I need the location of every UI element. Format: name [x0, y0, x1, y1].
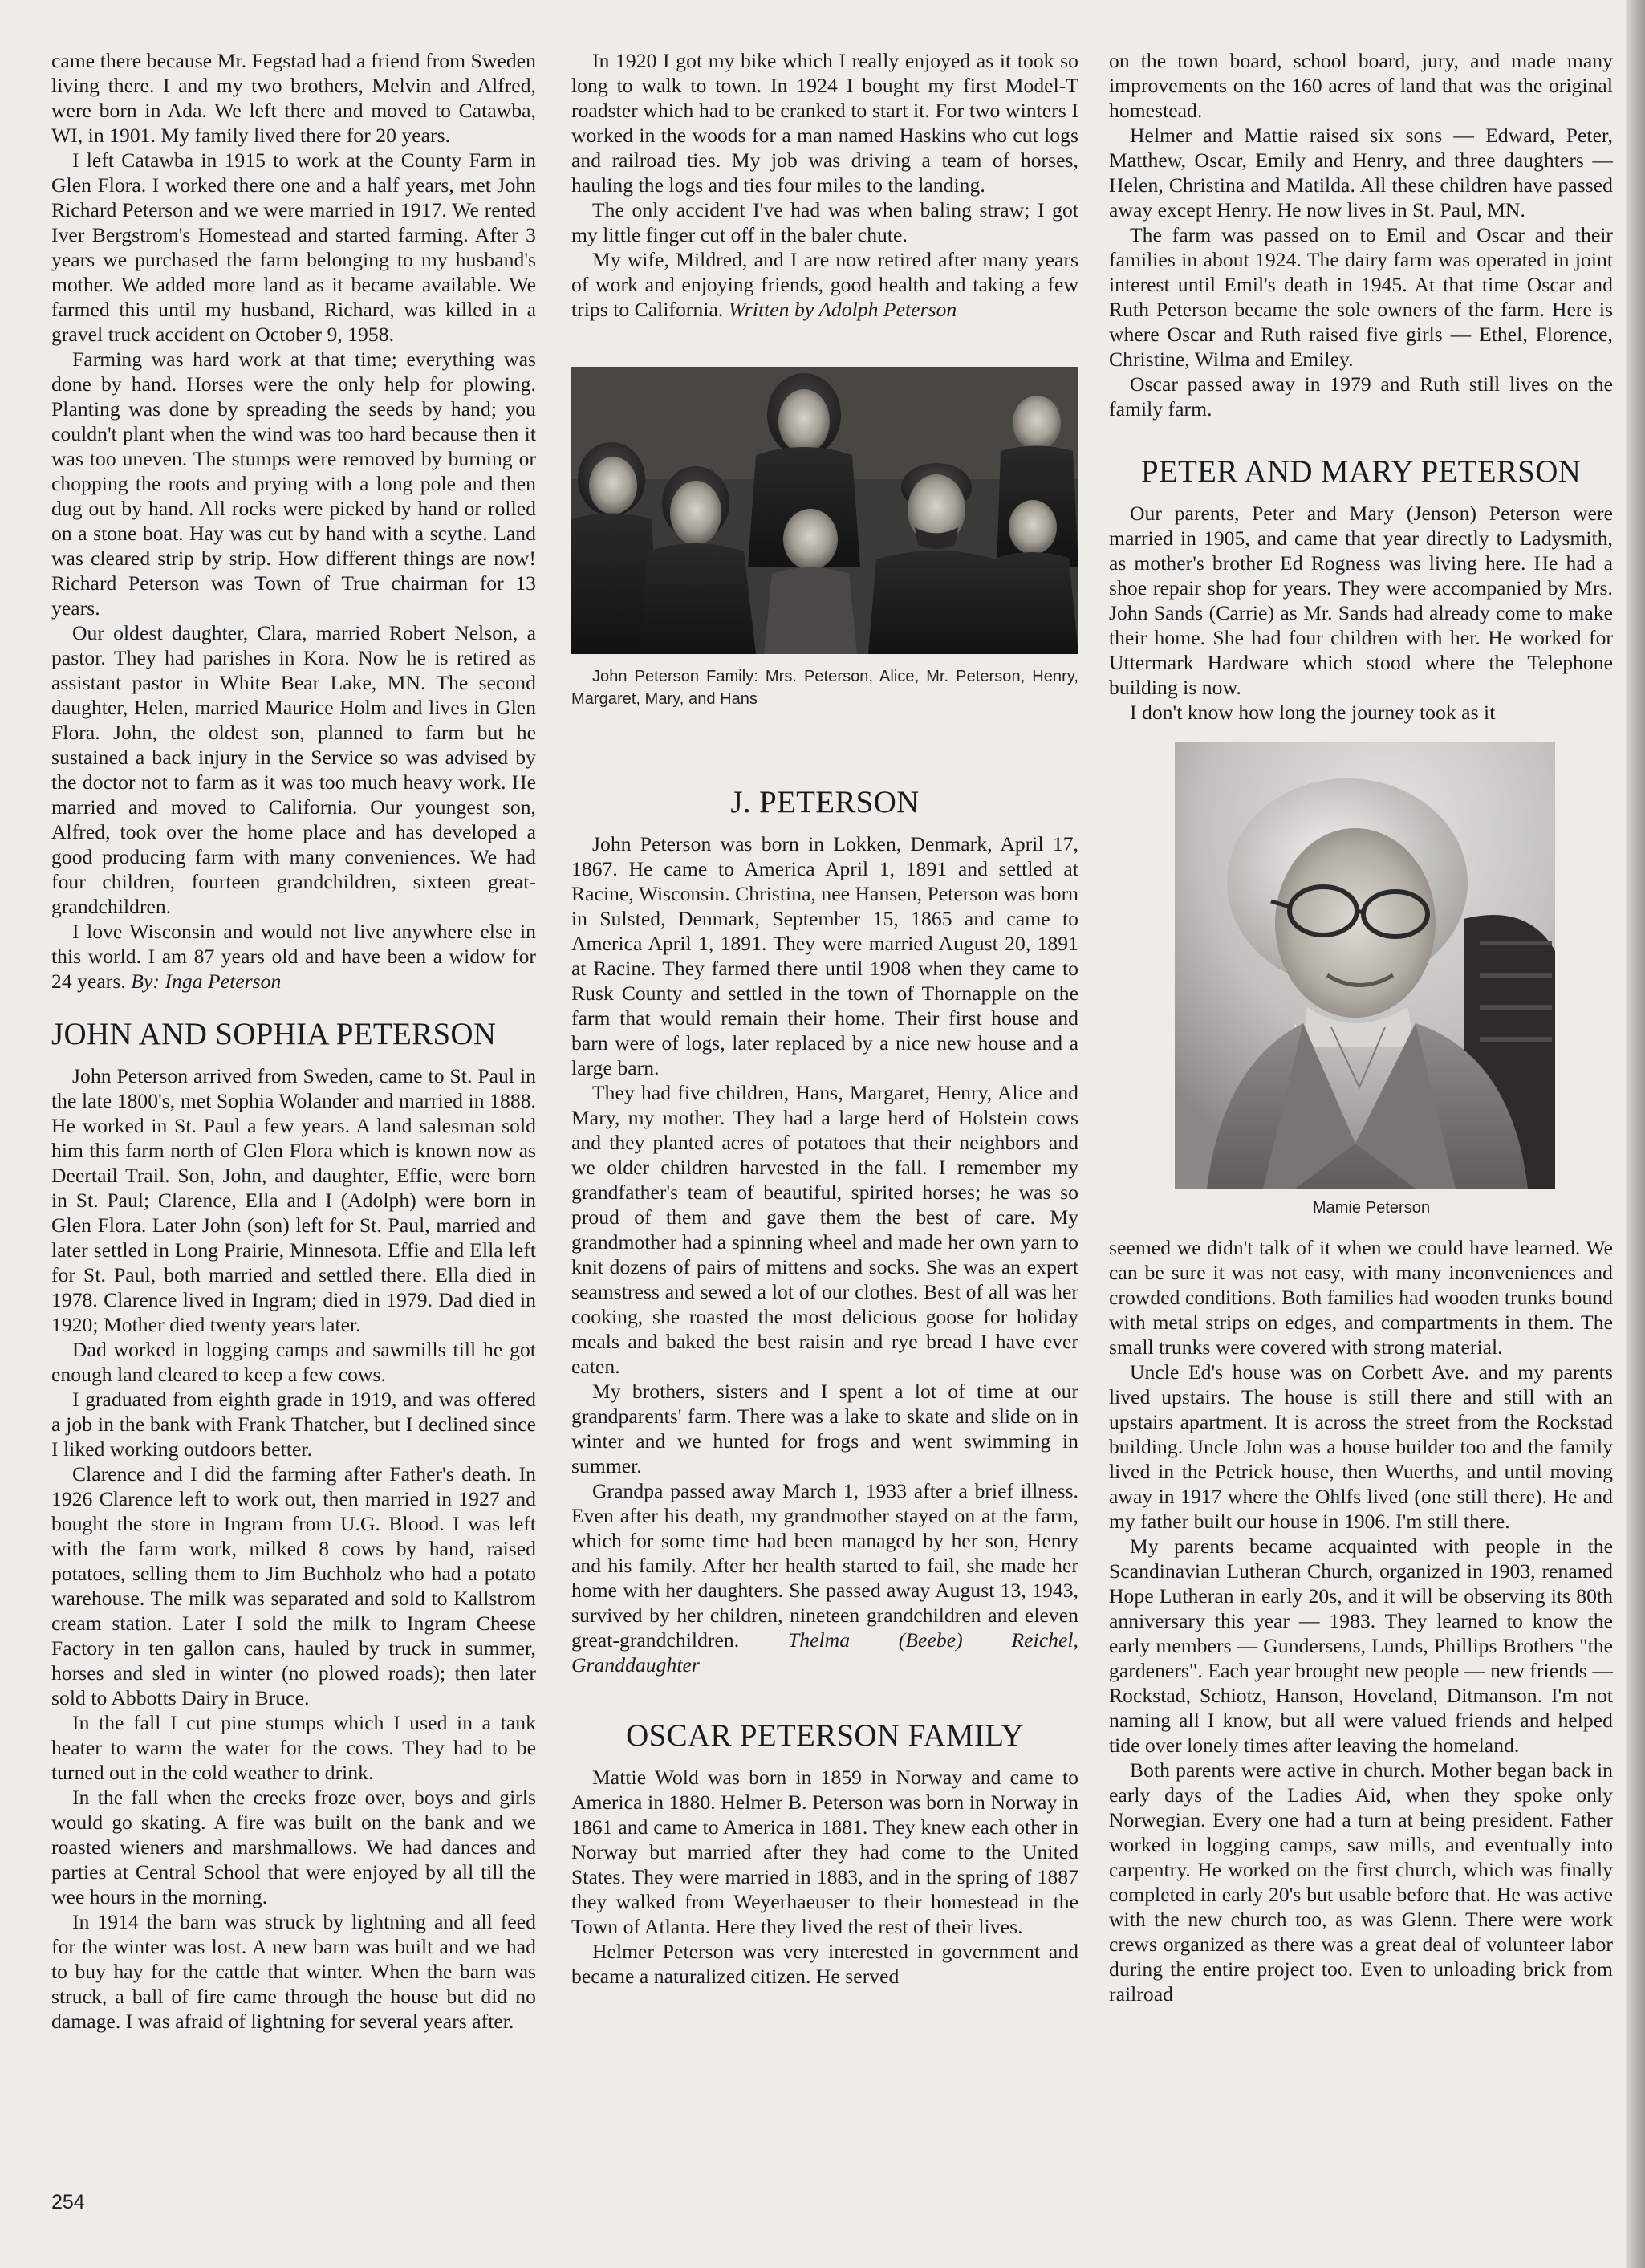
- byline: Written by Adolph Peterson: [728, 298, 957, 321]
- paragraph: In 1920 I got my bike which I really enjoyed as it took so long to walk to town. In 1924 I bought my first Model-T roadster which had to be cranked to start it. For two winters I worked in the woods for a man named Haskins who cut logs and railroad ties. My job was driving a team of horses, hauling the logs and ties four miles to the landing.: [571, 49, 1078, 197]
- portrait-figure: [1175, 742, 1555, 1189]
- paragraph: John Peterson was born in Lokken, Denmark, April 17, 1867. He came to America April 1, 1891 and settled at Racine, Wisconsin. Christina, nee Hansen, Peterson was born in Sulsted, Denmark, September 15, 1865 and came to America April 1, 1891. They were married August 20, 1891 at Racine. They farmed there until 1908 when they came to Rusk County and settled in the town of Thornapple on the farm that would remain their home. Their first house and barn were of logs, later replaced by a nice new house and a large barn.: [571, 832, 1078, 1079]
- paragraph: Clarence and I did the farming after Father's death. In 1926 Clarence left to work out, then married in 1927 and bought the store in Ingram from U.G. Blood. I was left with the farm work, milked 8 cows by hand, raised potatoes, selling them to Jim Buchholz who had a potato warehouse. The milk was separated and sold to Kallstrom cream station. Later I sold the milk to Ingram Cheese Factory in ten gallon cans, hauled by truck in summer, horses and sled in winter (no plowed roads); then later sold to Abbotts Dairy in Bruce.: [51, 1462, 536, 1709]
- paragraph: Our oldest daughter, Clara, married Robert Nelson, a pastor. They had parishes in Kora. Now he is retired as assistant pastor in White Bear Lake, MN. The second daughter, Helen, married Maurice Holm and lives in Glen Flora. John, the oldest son, planned to farm but he sustained a back injury in the Service so was advised by the doctor not to farm as it was too much heavy work. He married and moved to California. Our youngest son, Alfred, took over the home place and has developed a good producing farm with many conveniences. We had four children, fourteen grandchildren, sixteen great-grandchildren.: [51, 621, 536, 918]
- heading-j-peterson: J. PETERSON: [730, 785, 920, 819]
- paragraph: I graduated from eighth grade in 1919, and was offered a job in the bank with Frank Thatcher, but I declined since I liked working outdoors better.: [51, 1388, 536, 1461]
- paragraph: My parents became acquainted with people in the Scandinavian Lutheran Church, organized in 1903, renamed Hope Lutheran in early 20s, and it will be observing its 80th anniversary this year — 1983. They learned to know the early members — Gundersens, Lunds, Phillips Brothers "the gardeners". Each year brought new people — new friends — Rockstad, Schiotz, Hanson, Hoveland, Ditmanson. I'm not naming all I know, but all were valued friends and helped tide over lonely times after leaving the homeland.: [1109, 1534, 1613, 1757]
- paragraph: The farm was passed on to Emil and Oscar and their families in about 1924. The dairy farm was operated in joint interest until Emil's death in 1945. At that time Oscar and Ruth Peterson became the sole owners of the farm. Here is where Oscar and Ruth raised five girls — Ethel, Florence, Christine, Wilma and Emiley.: [1109, 223, 1613, 371]
- paragraph: In the fall when the creeks froze over, boys and girls would go skating. A fire was built on the bank and we roasted wieners and marshmallows. We had dances and parties at Central School that were enjoyed by all till the wee hours in the morning.: [51, 1786, 536, 1908]
- paragraph: They had five children, Hans, Margaret, Henry, Alice and Mary, my mother. They had a large herd of Holstein cows and they planted acres of potatoes that their neighbors and we older children harvested in the fall. I remember my grandfather's team of beautiful, spirited horses; he was so proud of them and gave them the best of care. My grandmother had a spinning wheel and made her own yarn to knit dozens of pairs of mittens and socks. She was an expert seamstress and sewed a lot of our clothes. Best of all was her cooking, she roasted the most delicious goose for holiday meals and baked the best raisin and rye bread I have ever eaten.: [571, 1081, 1078, 1378]
- paragraph: Helmer Peterson was very interested in government and became a naturalized citizen. He served: [571, 1940, 1078, 1988]
- paragraph: Our parents, Peter and Mary (Jenson) Peterson were married in 1905, and came that year directly to Ladysmith, as mother's brother Ed Rogness was living here. He had a shoe repair shop for years. They were accompanied by Mrs. John Sands (Carrie) as Mr. Sands had already come to make their home. She had four children with her. He worked for Uttermark Hardware which stood where the Telephone building is now.: [1109, 502, 1613, 699]
- paragraph: In the fall I cut pine stumps which I used in a tank heater to warm the water for the cows. They had to be turned out in the cold weather to drink.: [51, 1711, 536, 1784]
- paragraph-text: Grandpa passed away March 1, 1933 after a brief illness. Even after his death, my grandmother stayed on at the farm, which for some time had been managed by her son, Henry and his family. After her health started to fail, she made her home with her daughters. She passed away August 13, 1943, survived by her children, nineteen grandchildren and eleven great-grandchildren.: [571, 1479, 1078, 1652]
- paragraph: Mattie Wold was born in 1859 in Norway and came to America in 1880. Helmer B. Peterson was born in Norway in 1861 and came to America in 1881. They knew each other in Norway but married after they had come to the United States. They were married in 1883, and in the spring of 1887 they walked from Weyerhaeuser to their homestead in the Town of Atlanta. Here they lived the rest of their lives.: [571, 1766, 1078, 1938]
- paragraph: The only accident I've had was when baling straw; I got my little finger cut off in the baler chute.: [571, 198, 1078, 246]
- family-photo: [571, 367, 1078, 654]
- byline: By: Inga Peterson: [131, 969, 282, 993]
- paragraph: [51, 919, 536, 994]
- paragraph: on the town board, school board, jury, and made many improvements on the 160 acres of land that was the original homestead.: [1109, 49, 1613, 122]
- column-middle: [571, 48, 1078, 1989]
- page-number: 254: [51, 2191, 85, 2213]
- column-left: [51, 48, 536, 2034]
- paragraph: came there because Mr. Fegstad had a friend from Sweden living there. I and my two brothers, Melvin and Alfred, were born in Ada. We left there and moved to Catawba, WI, in 1901. My family lived there for 20 years.: [51, 49, 536, 147]
- paragraph-text: My wife, Mildred, and I are now retired after many years of work and enjoying friends, good health and taking a few trips to California.: [571, 248, 1078, 321]
- paragraph: My brothers, sisters and I spent a lot of time at our grandparents' farm. There was a lake to skate and slide on in winter and we hunted for frogs and went swimming in summer.: [571, 1380, 1078, 1477]
- column-right: [1109, 48, 1613, 2006]
- paragraph: Both parents were active in church. Mother began back in early days of the Ladies Aid, when they spoke only Norwegian. Every one had a turn at being president. Father worked in logging camps, saw mills, and eventually into carpentry. He worked on the first church, which was finally completed in early 20's but usable before that. He was active with the new church too, as was Glenn. There were work crews organized as there was a great deal of volunteer labor during the entire project too. Even to unloading brick from railroad: [1109, 1758, 1613, 2006]
- paragraph: seemed we didn't talk of it when we could have learned. We can be sure it was not easy, with many inconveniences and crowded conditions. Both families had wooden trunks bound with metal strips on edges, and compartments in them. The small trunks were covered with strong material.: [1109, 1236, 1613, 1359]
- heading-peter-mary: PETER AND MARY PETERSON: [1140, 454, 1582, 489]
- paragraph: I left Catawba in 1915 to work at the County Farm in Glen Flora. I worked there one and a half years, met John Richard Peterson and we were married in 1917. We rented Iver Bergstrom's Homestead and started farming. After 3 years we purchased the farm belonging to my husband's mother. We added more land as it became available. We farmed this until my husband, Richard, was killed in a gravel truck accident on October 9, 1958.: [51, 148, 536, 346]
- paragraph: Dad worked in logging camps and sawmills till he got enough land cleared to keep a few cows.: [51, 1338, 536, 1386]
- heading-john-sophia: JOHN AND SOPHIA PETERSON: [51, 1017, 497, 1051]
- paragraph-text: I love Wisconsin and would not live anywhere else in this world. I am 87 years old and have been a widow for 24 years.: [51, 920, 536, 993]
- caption-family-photo: John Peterson Family: Mrs. Peterson, Alice, Mr. Peterson, Henry, Margaret, Mary, and Hans: [571, 668, 1078, 708]
- byline: Thelma (Beebe) Reichel, Granddaughter: [571, 1628, 1078, 1677]
- page-edge-shadow: [1626, 0, 1645, 2268]
- paragraph: [571, 1478, 1078, 1677]
- portrait-photo: [1175, 742, 1555, 1189]
- paragraph: Oscar passed away in 1979 and Ruth still lives on the family farm.: [1109, 372, 1613, 421]
- paragraph: John Peterson arrived from Sweden, came to St. Paul in the late 1800's, met Sophia Wolander and married in 1888. He worked in St. Paul a few years. A land salesman sold him this farm north of Glen Flora which is known now as Deertail Trail. Son, John, and daughter, Effie, were born in St. Paul; Clarence, Ella and I (Adolph) were born in Glen Flora. Later John (son) left for St. Paul, married and later settled in Long Prairie, Minnesota. Effie and Ella left for St. Paul, both married and settled there. Ella died in 1978. Clarence lived in Ingram; died in 1979. Dad died in 1920; Mother died twenty years later.: [51, 1064, 536, 1336]
- family-photo-figures: [571, 367, 1078, 654]
- caption-mamie: Mamie Peterson: [1312, 1199, 1431, 1217]
- paragraph: Helmer and Mattie raised six sons — Edward, Peter, Matthew, Oscar, Emily and Henry, and three daughters — Helen, Christina and Matilda. All these children have passed away except Henry. He now lives in St. Paul, MN.: [1109, 124, 1613, 222]
- paragraph: Uncle Ed's house was on Corbett Ave. and my parents lived upstairs. The house is still there and still with an upstairs apartment. It is across the street from the Rockstad building. Uncle John was a house builder too and the family lived in the Petrick house, then Wuerths, and until moving away in 1917 where the Ohlfs lived (one still there). He and my father built our house in 1906. I'm still there.: [1109, 1360, 1613, 1533]
- paragraph: In 1914 the barn was struck by lightning and all feed for the winter was lost. A new barn was built and we had to buy hay for the cattle that winter. When the barn was struck, a ball of fire came through the house but did no damage. I was afraid of lightning for several years after.: [51, 1910, 536, 2033]
- heading-oscar-peterson: OSCAR PETERSON FAMILY: [626, 1718, 1024, 1753]
- paragraph: Farming was hard work at that time; everything was done by hand. Horses were the only help for plowing. Planting was done by spreading the seeds by hand; you couldn't plant when the wind was too hard because then it was too uneven. The stumps were removed by burning or chopping the roots and prying with a long pole and then dug out by hand. All rocks were picked by hand or rolled on a stone boat. Hay was cut by hand with a scythe. Land was cleared strip by strip. How different things are now! Richard Peterson was Town of True chairman for 13 years.: [51, 348, 536, 620]
- paragraph: [571, 247, 1078, 322]
- paragraph: I don't know how long the journey took as it: [1130, 701, 1496, 724]
